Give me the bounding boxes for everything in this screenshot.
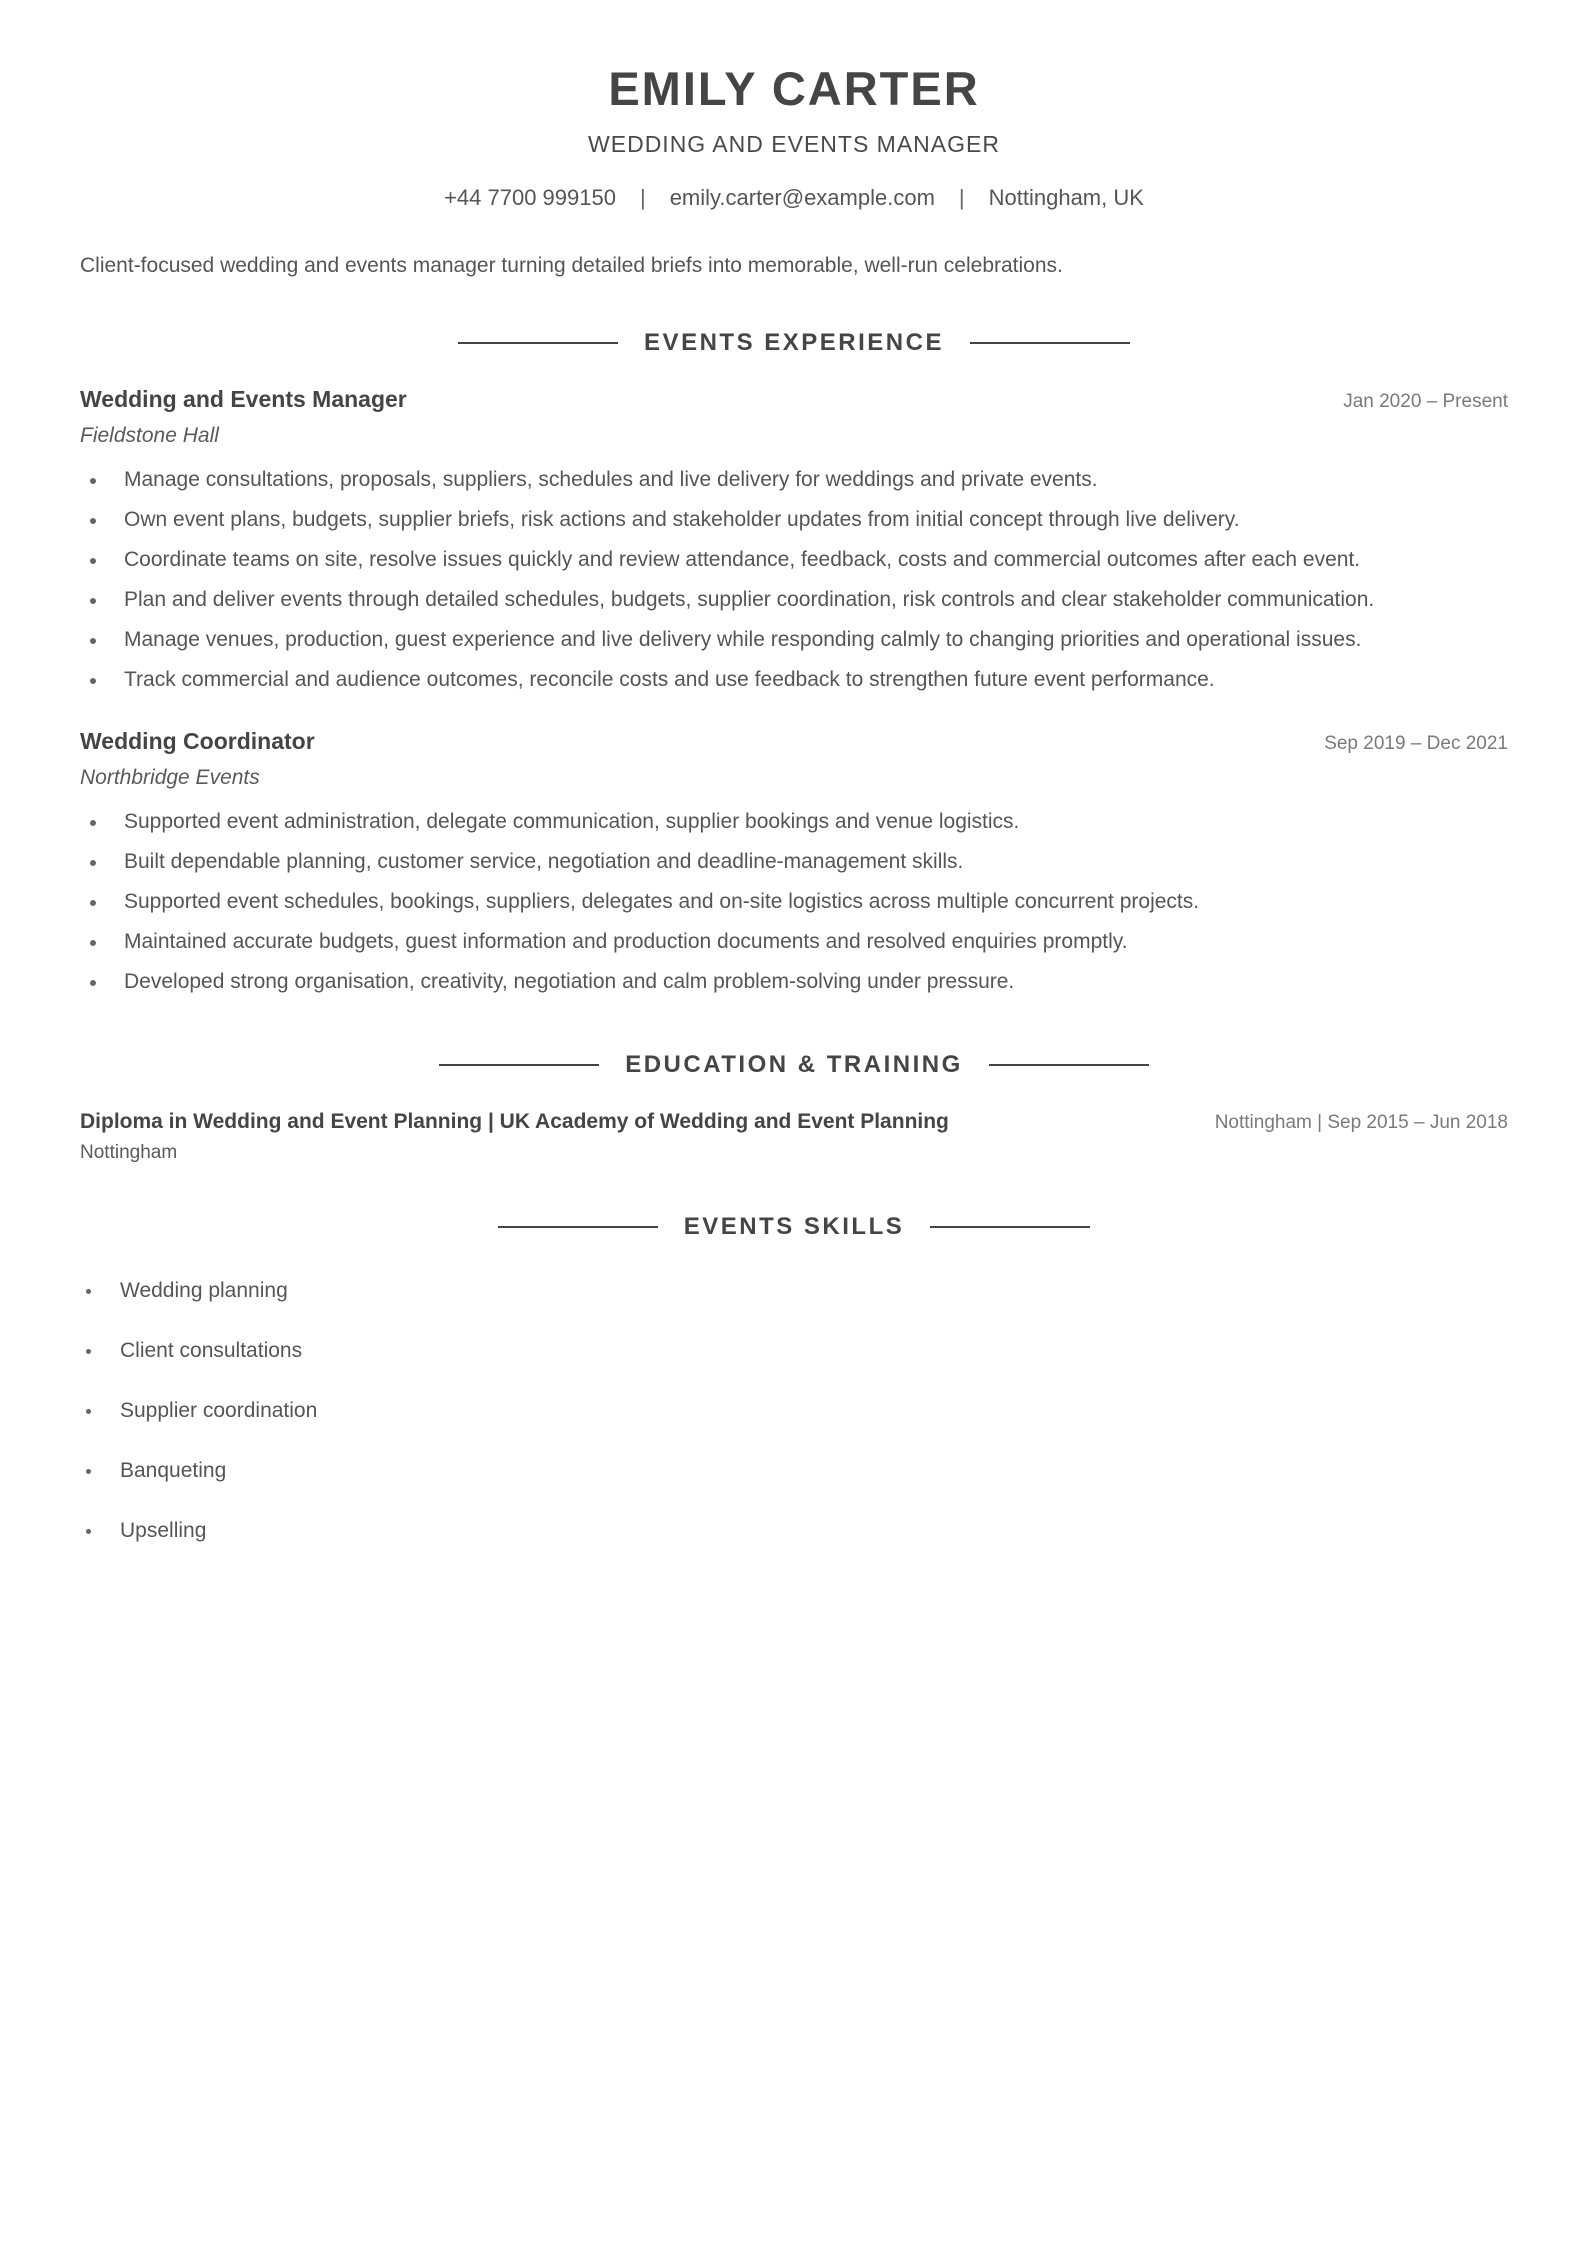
bullet-item: Track commercial and audience outcomes, reconcile costs and use feedback to strengthen future event performance. [80,660,1508,700]
section-title: EDUCATION & TRAINING [625,1051,963,1078]
contact-separator: | [639,185,646,210]
resume-header [80,0,1508,212]
skill-item: Client consultations [80,1336,1508,1366]
summary: Client-focused wedding and events manager turning detailed briefs into memorable, well-run celebrations. [80,254,1063,277]
heading-rule-left [498,1226,658,1228]
heading-rule-right [930,1226,1090,1228]
email-address: emily.carter@example.com [669,185,935,210]
contact-separator: | [958,185,965,210]
bullet-item: Maintained accurate budgets, guest information and production documents and resolved enquiries promptly. [80,922,1508,962]
job-dates: Sep 2019 – Dec 2021 [1324,733,1508,754]
phone-number: +44 7700 999150 [444,185,616,210]
bullet-item: Manage venues, production, guest experience and live delivery while responding calmly to changing priorities and operational issues. [80,620,1508,660]
section-heading-education [80,1050,1508,1080]
candidate-title: WEDDING AND EVENTS MANAGER [588,131,1000,157]
section-heading-skills [80,1212,1508,1242]
job-header [80,384,1508,414]
section-title: EVENTS EXPERIENCE [644,329,944,356]
skills-list [80,1276,1508,1546]
job-entry [80,384,1508,700]
job-entry [80,726,1508,1002]
heading-rule-left [458,342,618,344]
job-title: Wedding and Events Manager [80,386,407,412]
bullet-item: Manage consultations, proposals, suppliers, schedules and live delivery for weddings and private events. [80,460,1508,500]
bullet-item: Plan and deliver events through detailed schedules, budgets, supplier coordination, risk controls and clear stakeholder communication. [80,580,1508,620]
bullet-item: Built dependable planning, customer service, negotiation and deadline-management skills. [80,842,1508,882]
degree: Diploma in Wedding and Event Planning | UK Academy of Wedding and Event Planning [80,1110,949,1133]
skill-item: Supplier coordination [80,1396,1508,1426]
section-title: EVENTS SKILLS [683,1213,905,1240]
education-location: Nottingham [80,1142,178,1163]
skill-item: Upselling [80,1516,1508,1546]
job-title: Wedding Coordinator [80,728,315,754]
location: Nottingham, UK [988,185,1144,210]
section-heading-experience [80,328,1508,358]
heading-rule-left [439,1064,599,1066]
skill-item: Banqueting [80,1456,1508,1486]
bullet-item: Developed strong organisation, creativity, negotiation and calm problem-solving under pressure. [80,962,1508,1002]
job-bullets [80,460,1508,700]
bullet-item: Coordinate teams on site, resolve issues quickly and review attendance, feedback, costs and commercial outcomes after each event. [80,540,1508,580]
candidate-name: EMILY CARTER [608,62,980,115]
education-meta: Nottingham | Sep 2015 – Jun 2018 [1214,1112,1508,1133]
education-header [80,1110,1508,1134]
company-name: Northbridge Events [80,766,260,789]
education-entry [80,1110,1508,1164]
job-header [80,726,1508,756]
job-dates: Jan 2020 – Present [1343,391,1508,412]
skill-item: Wedding planning [80,1276,1508,1306]
bullet-item: Own event plans, budgets, supplier briefs, risk actions and stakeholder updates from initial concept through live delivery. [80,500,1508,540]
heading-rule-right [989,1064,1149,1066]
heading-rule-right [970,342,1130,344]
contact-line [80,184,1508,212]
bullet-item: Supported event administration, delegate communication, supplier bookings and venue logistics. [80,802,1508,842]
company-name: Fieldstone Hall [80,424,219,447]
job-bullets [80,802,1508,1002]
bullet-item: Supported event schedules, bookings, suppliers, delegates and on-site logistics across multiple concurrent projects. [80,882,1508,922]
